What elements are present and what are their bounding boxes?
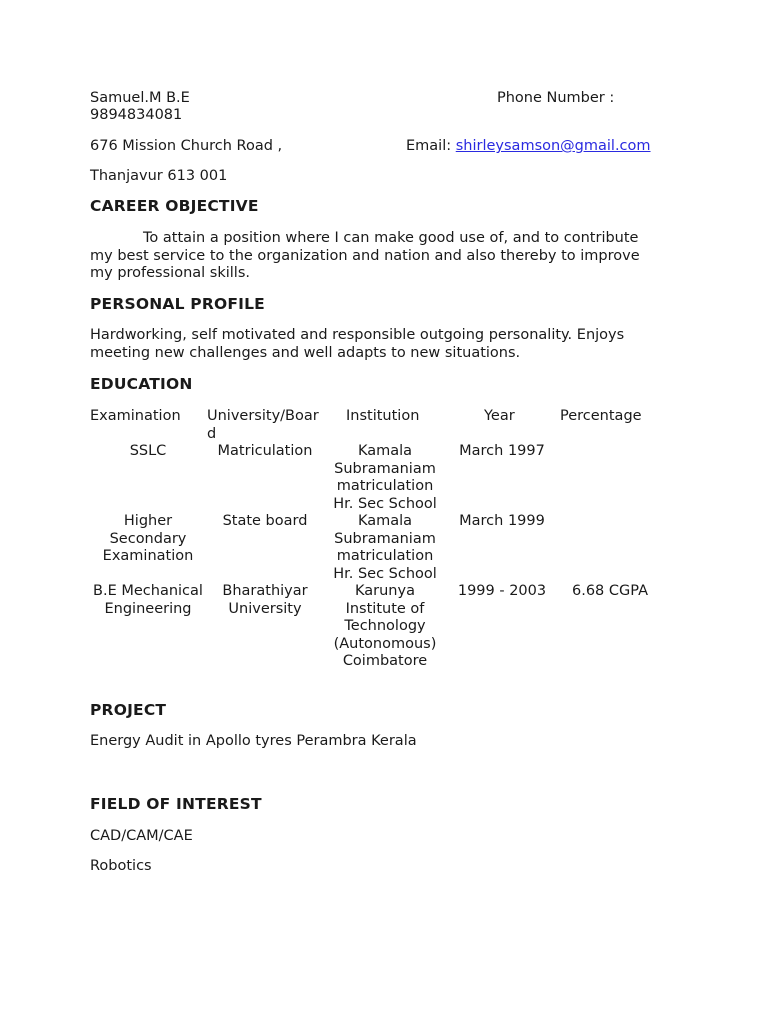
examination-cell: Higher Secondary Examination	[102, 513, 194, 565]
examination-cell: B.E Mechanical Engineering	[93, 583, 203, 617]
column-header-university: University/Boar	[207, 408, 319, 424]
university-cell: Matriculation	[217, 443, 313, 459]
education-heading: EDUCATION	[90, 375, 193, 393]
university-cell: State board	[222, 513, 308, 529]
phone-number: 9894834081	[90, 107, 183, 123]
institution-cell: Karunya Institute of Technology (Autonomous) Coimbatore	[333, 583, 437, 670]
project-text: Energy Audit in Apollo tyres Perambra Kerala	[90, 733, 417, 749]
personal-profile-heading: PERSONAL PROFILE	[90, 295, 265, 313]
address-line-1: 676 Mission Church Road ,	[90, 138, 283, 154]
percentage-cell: 6.68 CGPA	[572, 583, 648, 599]
career-objective-text: To attain a position where I can make good use of, and to contribute my best service to the organization and nation and also thereby to improve my professional skills.	[90, 230, 640, 282]
institution-cell: Kamala Subramaniam matriculation Hr. Sec School	[333, 443, 437, 512]
year-cell: 1999 - 2003	[457, 583, 547, 599]
project-heading: PROJECT	[90, 701, 167, 719]
column-header-percentage: Percentage	[560, 408, 642, 424]
year-cell: March 1999	[459, 513, 545, 529]
email-label: Email:	[406, 138, 452, 154]
personal-profile-text: Hardworking, self motivated and responsible outgoing personality. Enjoys meeting new challenges and well adapts to new situations.	[90, 327, 625, 361]
column-header-year: Year	[484, 408, 515, 424]
career-objective-heading: CAREER OBJECTIVE	[90, 197, 259, 215]
column-header-university-wrap: d	[207, 426, 217, 442]
university-cell: Bharathiyar University	[222, 583, 308, 617]
phone-label: Phone Number :	[497, 90, 615, 106]
interest-item: CAD/CAM/CAE	[90, 828, 193, 844]
candidate-name: Samuel.M B.E	[90, 90, 190, 106]
year-cell: March 1997	[459, 443, 545, 459]
examination-cell: SSLC	[129, 443, 167, 459]
interest-item: Robotics	[90, 858, 152, 874]
column-header-institution: Institution	[346, 408, 420, 424]
email-line	[406, 138, 651, 156]
email-link[interactable]: shirleysamson@gmail.com	[455, 138, 651, 154]
institution-cell: Kamala Subramaniam matriculation Hr. Sec School	[333, 513, 437, 582]
column-header-examination: Examination	[90, 408, 181, 424]
field-of-interest-heading: FIELD OF INTEREST	[90, 795, 262, 813]
address-line-2: Thanjavur 613 001	[90, 168, 228, 184]
